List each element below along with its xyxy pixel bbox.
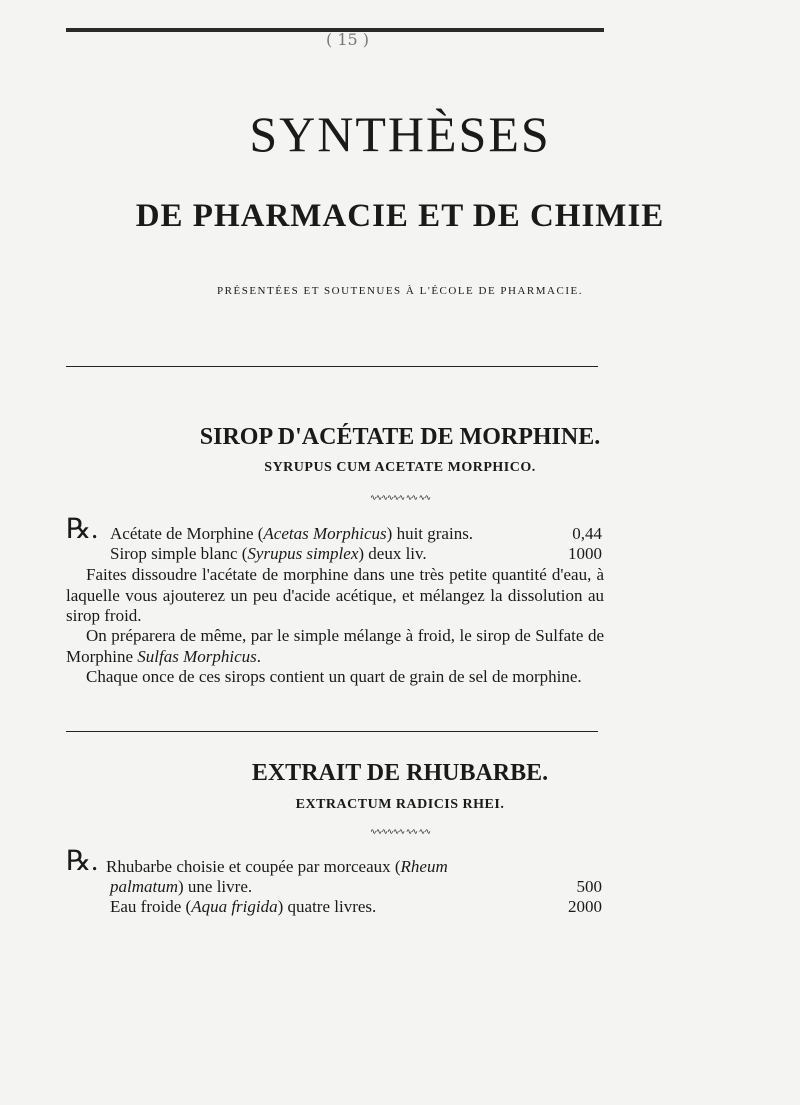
ingredient-quantity: 1000 <box>568 544 602 563</box>
ingredient-text: Acétate de Morphine ( <box>110 524 264 543</box>
ingredient-quantity: 2000 <box>568 897 602 916</box>
ingredient-amount: ) quatre livres. <box>277 897 377 916</box>
paragraph: Chaque once de ces sirops contient un quart de grain de sel de morphine. <box>86 667 582 686</box>
section-latin-title: EXTRACTUM RADICIS RHEI. <box>295 797 505 812</box>
presented-line: PRÉSENTÉES ET SOUTENUES À L'ÉCOLE DE PHARMACIE. <box>217 285 583 297</box>
paragraph-end: . <box>256 646 262 666</box>
ingredient-latin: Aqua frigida <box>191 897 278 916</box>
page-number: ( 15 ) <box>326 30 370 49</box>
main-title: SYNTHÈSES <box>249 106 551 162</box>
section-latin-title: SYRUPUS CUM ACETATE MORPHICO. <box>264 460 536 475</box>
divider <box>66 731 598 732</box>
ingredient-latin: Syrupus simplex <box>247 544 359 563</box>
ingredient-quantity: 500 <box>576 877 602 896</box>
paragraph <box>66 626 604 667</box>
ingredient-text: Rhubarbe choisie et coupée par morceaux ( <box>106 857 401 876</box>
divider <box>66 366 598 367</box>
section-title: EXTRAIT DE RHUBARBE. <box>251 760 549 786</box>
ingredient-latin: Acetas Morphicus <box>263 524 387 543</box>
ingredient-amount: ) deux liv. <box>358 544 427 563</box>
rx-symbol: ℞. <box>66 514 99 545</box>
section-title: SIROP D'ACÉTATE DE MORPHINE. <box>199 424 601 450</box>
ingredient-amount: ) une livre. <box>178 877 253 896</box>
ingredient-latin: palmatum <box>110 877 178 896</box>
paragraph-latin: Sulfas Morphicus <box>137 646 257 666</box>
ingredient-line <box>110 897 376 917</box>
rx-symbol: ℞. <box>66 846 99 877</box>
ingredient-line <box>110 544 427 564</box>
subtitle: DE PHARMACIE ET DE CHIMIE <box>135 198 665 234</box>
ingredient-latin: Rheum <box>400 857 448 876</box>
ingredient-text: Eau froide ( <box>110 897 192 916</box>
ingredient-line <box>110 877 252 897</box>
ingredient-quantity: 0,44 <box>572 524 602 543</box>
ingredient-line <box>106 857 448 877</box>
ornament: ∿∿∿∿∿∿ ∿∿ ∿∿ <box>369 493 431 502</box>
ornament: ∿∿∿∿∿∿ ∿∿ ∿∿ <box>369 827 431 836</box>
ingredient-text: Sirop simple blanc ( <box>110 544 248 563</box>
ingredient-line <box>110 524 473 544</box>
ingredient-amount: ) huit grains. <box>386 524 474 543</box>
paragraph: Faites dissoudre l'acétate de morphine dans une très petite quantité d'eau, à laquelle vous ajouterez un peu d'acide acétique, et mélangez la dissolution au sirop froid. <box>66 565 604 625</box>
paragraph-text: On préparera de même, par le simple mélange à froid, le sirop de Sulfate de Morphine <box>66 626 604 666</box>
